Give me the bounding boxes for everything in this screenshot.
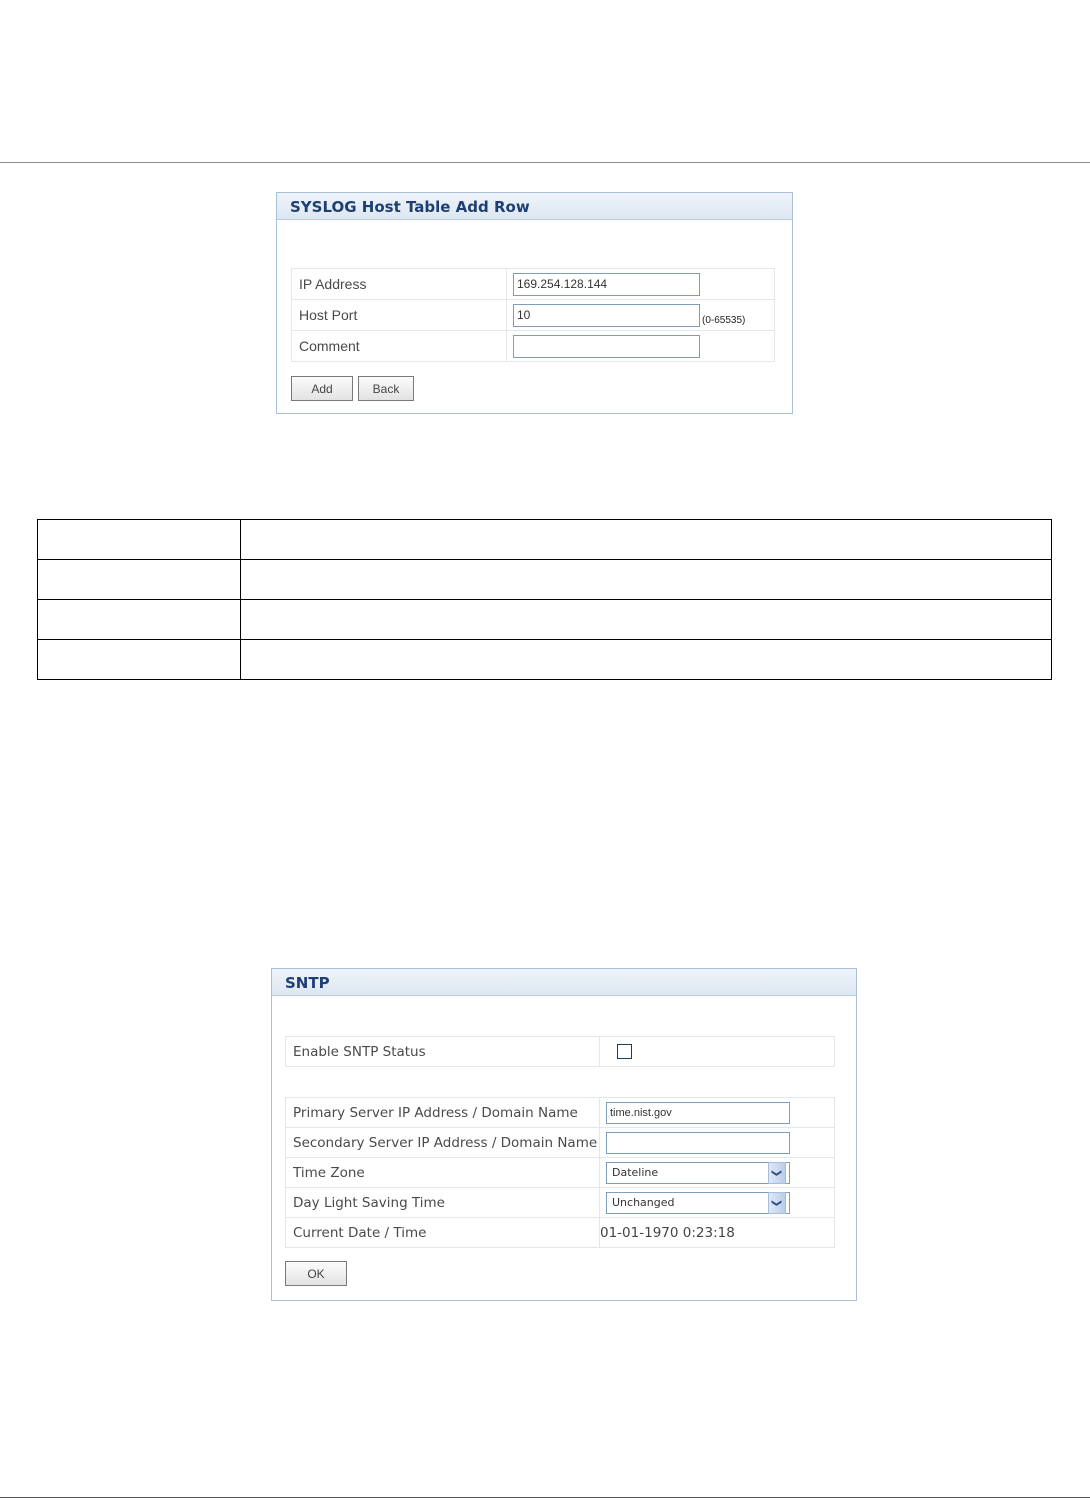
top-divider [0, 162, 1090, 163]
table-cell [241, 600, 1052, 640]
host-port-label: Host Port [292, 300, 507, 331]
enable-sntp-label: Enable SNTP Status [286, 1037, 600, 1067]
enable-sntp-checkbox[interactable] [617, 1044, 632, 1059]
table-cell [38, 560, 241, 600]
dst-value: Unchanged [612, 1195, 675, 1209]
table-cell [38, 520, 241, 560]
table-row [38, 640, 1052, 680]
table-cell [38, 640, 241, 680]
sntp-server-table [285, 1097, 835, 1248]
bottom-divider [0, 1497, 1090, 1498]
dst-row [286, 1188, 835, 1218]
table-row [38, 520, 1052, 560]
table-row [38, 560, 1052, 600]
comment-row [292, 331, 775, 362]
time-zone-label: Time Zone [286, 1158, 600, 1188]
ip-address-row [292, 269, 775, 300]
time-zone-row [286, 1158, 835, 1188]
description-table [37, 519, 1052, 680]
port-range-hint: (0-65535) [702, 315, 746, 326]
current-datetime-row [286, 1218, 835, 1248]
table-cell [241, 520, 1052, 560]
primary-server-label: Primary Server IP Address / Domain Name [286, 1098, 600, 1128]
chevron-down-icon[interactable]: ❮ [768, 1192, 786, 1214]
syslog-form-table [291, 268, 775, 362]
ok-button[interactable]: OK [285, 1261, 347, 1286]
time-zone-value: Dateline [612, 1165, 659, 1179]
dst-select[interactable] [606, 1192, 790, 1214]
secondary-server-input[interactable] [606, 1132, 790, 1154]
syslog-add-row-panel [276, 192, 793, 414]
comment-label: Comment [292, 331, 507, 362]
primary-server-input[interactable] [606, 1102, 790, 1124]
host-port-row [292, 300, 775, 331]
secondary-server-label: Secondary Server IP Address / Domain Name [286, 1128, 600, 1158]
dst-label: Day Light Saving Time [286, 1188, 600, 1218]
back-button[interactable]: Back [358, 376, 414, 401]
current-datetime-label: Current Date / Time [286, 1218, 600, 1248]
sntp-panel [271, 968, 857, 1301]
secondary-server-row [286, 1128, 835, 1158]
add-button[interactable]: Add [291, 376, 353, 401]
table-cell [241, 560, 1052, 600]
table-cell [38, 600, 241, 640]
sntp-enable-table [285, 1036, 835, 1067]
ip-address-label: IP Address [292, 269, 507, 300]
primary-server-row [286, 1098, 835, 1128]
current-datetime-value: 01-01-1970 0:23:18 [600, 1218, 835, 1248]
chevron-down-icon[interactable]: ❮ [768, 1162, 786, 1184]
panel-title: SNTP [272, 969, 856, 996]
panel-title: SYSLOG Host Table Add Row [277, 193, 792, 220]
ip-address-input[interactable] [513, 273, 700, 296]
host-port-input[interactable] [513, 304, 700, 327]
comment-input[interactable] [513, 335, 700, 358]
table-cell [241, 640, 1052, 680]
time-zone-select[interactable] [606, 1162, 790, 1184]
table-row [38, 600, 1052, 640]
enable-sntp-row [286, 1037, 835, 1067]
